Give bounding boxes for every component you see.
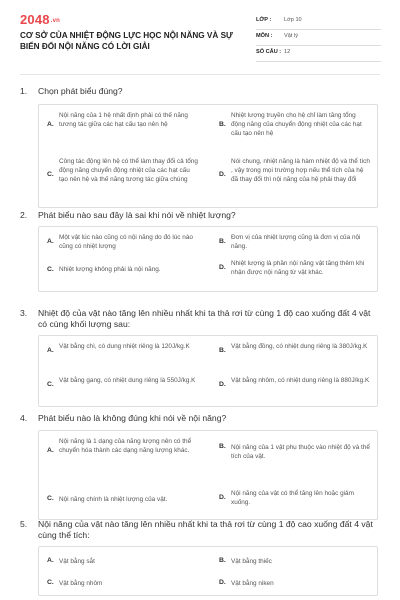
option-letter: C. — [47, 266, 54, 273]
option-text: Một vật lúc nào cũng có nội năng do đó lúc nào cũng có nhiệt lượng — [59, 234, 193, 250]
option-text: Vật bằng đồng, có nhiệt dung riêng là 380J/kg.K — [231, 343, 368, 350]
option-text: Vật bằng gang, có nhiệt dung riêng là 550J/kg.K — [59, 377, 196, 384]
question-text: Phát biểu nào là không đúng khi nói về nội năng? — [38, 413, 227, 423]
meta-count-label: SỐ CÂU : — [256, 49, 282, 55]
options-box — [38, 546, 378, 596]
option-text: Vật bằng niken — [231, 580, 274, 587]
option-text: Nội năng của 1 vật phụ thuộc vào nhiệt độ và thể tích của vật. — [231, 444, 370, 460]
meta-class — [256, 14, 381, 30]
option-text: Vật bằng thiếc — [231, 558, 272, 565]
question-5 — [20, 519, 380, 587]
option-letter: A. — [47, 347, 54, 354]
header-divider — [20, 74, 380, 75]
option-text: Công tác động lên hệ có thể làm thay đổi cả tổng động năng chuyển động nhiệt của các hạt cấu tạo nên hệ và thế năng tương tác giữa chúng — [59, 158, 198, 183]
option-text: Nói chung, nhiệt năng là hàm nhiệt độ và thể tích , vậy trong mọi trường hợp nếu thể tích của hệ đã thay đổi thì nội năng của hệ phải thay đổi — [231, 158, 370, 183]
option-letter: D. — [219, 381, 226, 388]
question-4 — [20, 413, 380, 506]
question-text: Phát biểu nào sau đây là sai khi nói về nhiệt lượng? — [38, 210, 236, 220]
options-box — [38, 335, 378, 407]
option-text: Nhiệt lượng không phải là nội năng. — [59, 266, 161, 273]
logo-main: 2048 — [20, 12, 50, 27]
document-title: CƠ SỞ CỦA NHIỆT ĐỘNG LỰC HỌC NỘI NĂNG VÀ SỰ BIẾN ĐỔI NỘI NĂNG CÓ LỜI GIẢI — [20, 31, 233, 51]
option-letter: B. — [219, 121, 226, 128]
meta-class-value: Lớp 10 — [284, 17, 302, 23]
option-letter: A. — [47, 238, 54, 245]
option-letter: B. — [219, 443, 226, 450]
option-text: Nội năng của 1 hệ nhất định phải có thế năng tương tác giữa các hạt cấu tạo nên hệ — [59, 112, 188, 128]
options-box — [38, 226, 378, 292]
question-1 — [20, 86, 380, 183]
question-text: Nội năng của vật nào tăng lên nhiều nhất khi ta thả rơi từ cùng 1 độ cao xuống đất 4 vật cùng thể tích: — [38, 519, 373, 540]
option-letter: A. — [47, 447, 54, 454]
question-number: 2. — [20, 210, 28, 220]
site-logo[interactable] — [20, 12, 60, 27]
question-header — [20, 86, 380, 100]
meta-subject-label: MÔN : — [256, 33, 273, 39]
option-letter: C. — [47, 381, 54, 388]
options-box — [38, 104, 378, 208]
meta-count — [256, 46, 381, 62]
question-header — [20, 413, 380, 427]
question-number: 3. — [20, 308, 28, 318]
option-text: Nội năng của vật có thể tăng lên hoặc giảm xuống. — [231, 490, 354, 506]
question-header — [20, 210, 380, 224]
option-letter: C. — [47, 495, 54, 502]
question-header — [20, 519, 380, 543]
option-letter: A. — [47, 557, 54, 564]
option-letter: D. — [219, 494, 226, 501]
meta-count-value: 12 — [284, 49, 291, 55]
option-text: Đơn vị của nhiệt lượng cũng là đơn vị của nội năng. — [231, 234, 361, 250]
option-text: Nhiệt lượng truyền cho hệ chỉ làm tăng tổng động năng của chuyển động nhiệt của các hạt cấu tạo nên hệ — [231, 112, 362, 137]
option-letter: A. — [47, 121, 54, 128]
option-letter: D. — [219, 264, 226, 271]
question-number: 4. — [20, 413, 28, 423]
question-number: 5. — [20, 519, 28, 529]
option-text: Nội năng chính là nhiệt lượng của vật. — [59, 496, 168, 503]
option-letter: B. — [219, 557, 226, 564]
document-header — [0, 0, 400, 74]
option-text: Vật bằng sắt — [59, 558, 95, 565]
logo-suffix: .vn — [50, 17, 61, 24]
question-text: Chọn phát biểu đúng? — [38, 86, 123, 96]
option-letter: B. — [219, 347, 226, 354]
option-text: Nội năng là 1 dạng của năng lượng nên có thể chuyển hóa thành các dạng năng lượng khác. — [59, 438, 192, 454]
option-text: Nhiệt lượng là phần nội năng vật tăng thêm khi nhận được nội năng từ vật khác. — [231, 260, 365, 276]
question-number: 1. — [20, 86, 28, 96]
option-letter: D. — [219, 579, 226, 586]
question-header — [20, 308, 380, 332]
option-text: Vật bằng nhôm — [59, 580, 103, 587]
question-2 — [20, 210, 380, 276]
option-text: Vật bằng chì, có dung nhiệt riêng là 120J/kg.K — [59, 343, 190, 350]
meta-class-label: LỚP : — [256, 17, 272, 23]
option-letter: C. — [47, 579, 54, 586]
option-letter: B. — [219, 238, 226, 245]
options-box — [38, 430, 378, 520]
meta-subject-value: Vật lý — [284, 33, 298, 39]
option-letter: C. — [47, 171, 54, 178]
option-text: Vật bằng nhôm, có nhiệt dung riêng là 880J/kg.K — [231, 377, 370, 384]
meta-subject — [256, 30, 381, 46]
question-3 — [20, 308, 380, 388]
option-letter: D. — [219, 171, 226, 178]
question-text: Nhiệt độ của vật nào tăng lên nhiều nhất khi ta thả rơi từ cùng 1 độ cao xuống đất 4 vật có cùng khối lượng sau: — [38, 308, 371, 329]
